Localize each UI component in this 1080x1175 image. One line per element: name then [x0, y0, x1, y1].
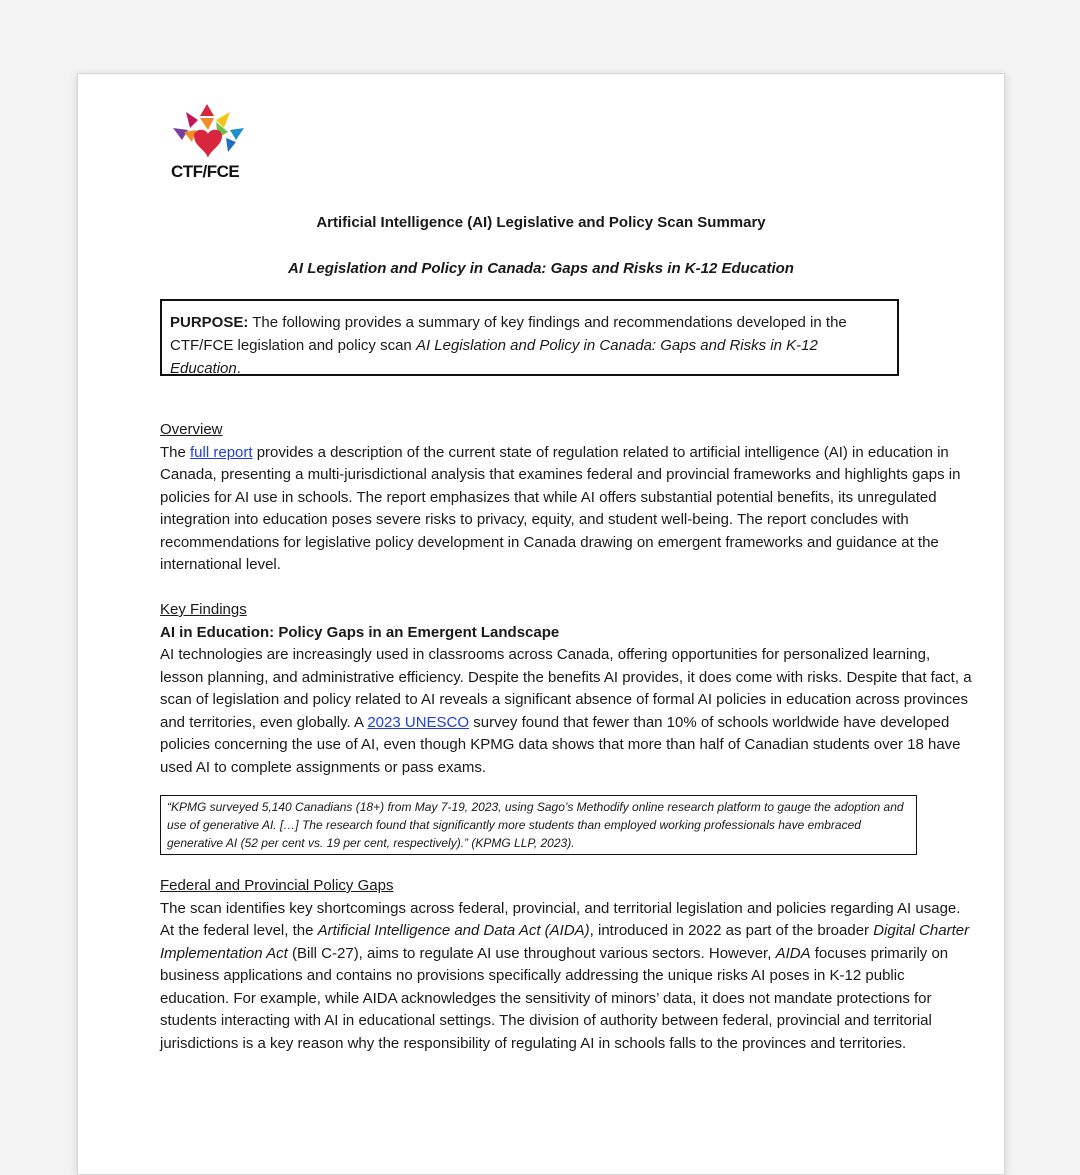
purpose-text: The following provides a summary of key findings and recommendations developed in the CTF/FCE legislation and policy scan	[170, 314, 847, 354]
purpose-box	[160, 299, 899, 376]
federal-paragraph	[160, 898, 975, 1056]
aida-abbrev: AIDA	[775, 944, 811, 962]
overview-paragraph	[160, 442, 975, 577]
federal-text-3: (Bill C-27), aims to regulate AI use throughout various sectors. However,	[287, 944, 776, 962]
kpmg-quote-box: “KPMG surveyed 5,140 Canadians (18+) from May 7-19, 2023, using Sago’s Methodify online research platform to gauge the adoption and use of generative AI. […] The research found that significantly more students than employed working professionals have embraced generative AI (52 per cent vs. 19 per cent, respectively).” (KPMG LLP, 2023).	[160, 795, 917, 855]
key-findings-paragraph	[160, 644, 975, 779]
federal-text-1: The scan identifies key shortcomings across federal, provincial, and territorial legislation and policies regarding AI usage. At the federal level, the	[160, 899, 961, 939]
purpose-end: .	[236, 360, 241, 377]
document-title: Artificial Intelligence (AI) Legislative and Policy Scan Summary	[316, 214, 766, 231]
document-body	[160, 419, 975, 1055]
aida-title: Artificial Intelligence and Data Act (AIDA)	[317, 922, 590, 939]
document-page	[77, 73, 1005, 1175]
overview-prefix: The	[160, 443, 191, 461]
ctf-fce-logo	[170, 102, 250, 184]
full-report-link[interactable]: full report	[190, 443, 253, 461]
digital-charter-title: Digital Charter Implementation Act	[160, 922, 970, 962]
key-findings-heading: Key Findings	[160, 601, 247, 618]
key-findings-text-1: AI technologies are increasingly used in classrooms across Canada, offering opportunities for personalized learning, lesson planning, and administrative efficiency. Despite the benefits AI provides, it does come with risks. Despite that fact, a scan of legislation and policy related to AI reveals a significant absence of formal AI policies in education across provinces and territories, even globally. A	[160, 646, 972, 731]
federal-text-4: focuses primarily on business applications and contains no provisions specifically addressing the unique risks AI poses in K-12 public education. For example, while AIDA acknowledges the sensitivity of minors’ data, it does not mandate protections for students interacting with AI in educational settings. The division of authority between federal, provincial and territorial jurisdictions is a key reason why the responsibility of regulating AI in schools falls to the provinces and territories.	[160, 944, 949, 1052]
key-findings-text-2: survey found that fewer than 10% of schools worldwide have developed policies concerning the use of AI, even though KPMG data shows that more than half of Canadian students over 18 have used AI to complete assignments or pass exams.	[160, 713, 961, 776]
logo-text: CTF/FCE	[171, 162, 240, 181]
overview-heading: Overview	[160, 421, 223, 438]
document-subtitle: AI Legislation and Policy in Canada: Gaps and Risks in K-12 Education	[288, 260, 794, 277]
purpose-report-title: AI Legislation and Policy in Canada: Gaps and Risks in K-12 Education	[170, 337, 818, 377]
unesco-link[interactable]: 2023 UNESCO	[367, 713, 470, 731]
federal-text-2: , introduced in 2022 as part of the broader	[589, 922, 874, 939]
maple-leaf-icon	[170, 102, 250, 164]
overview-text: provides a description of the current state of regulation related to artificial intelligence (AI) in education in Canada, presenting a multi-jurisdictional analysis that examines federal and provincial frameworks and highlights gaps in policies for AI use in schools. The report emphasizes that while AI offers substantial potential benefits, its unregulated integration into education poses severe risks to privacy, equity, and student well-being. The report concludes with recommendations for legislative policy development in Canada drawing on emergent frameworks and guidance at the international level.	[160, 443, 961, 573]
federal-heading: Federal and Provincial Policy Gaps	[160, 877, 394, 894]
key-findings-subheading: AI in Education: Policy Gaps in an Emergent Landscape	[160, 623, 560, 641]
purpose-label: PURPOSE:	[170, 314, 249, 331]
